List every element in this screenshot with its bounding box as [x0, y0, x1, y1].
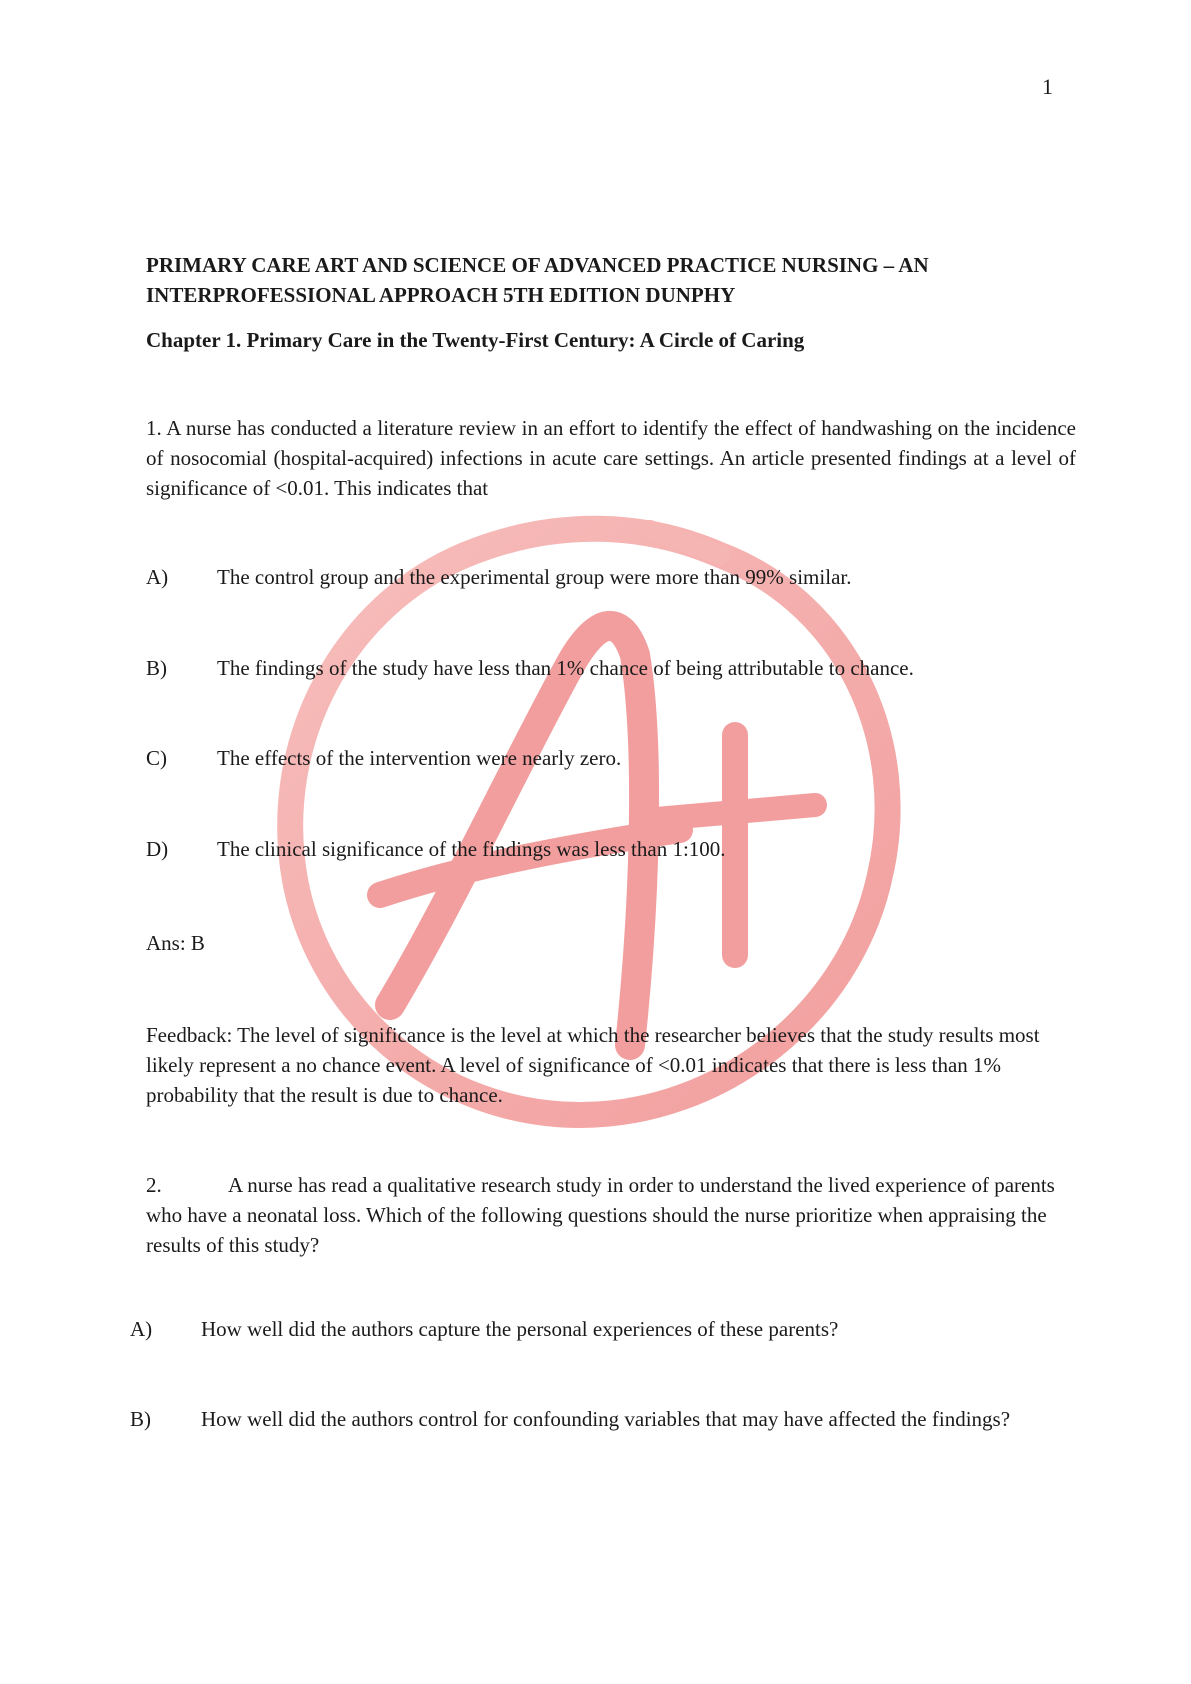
option-text: The control group and the experimental group were more than 99% similar.	[217, 565, 852, 589]
question-1-answer: Ans: B	[146, 931, 205, 955]
option-letter: D)	[146, 837, 169, 861]
option-text: The effects of the intervention were nearly zero.	[217, 746, 622, 770]
question-2-option-a	[130, 1314, 1110, 1344]
question-1-option-a	[146, 562, 1076, 592]
question-2-number: 2.	[146, 1173, 162, 1197]
document-title: PRIMARY CARE ART AND SCIENCE OF ADVANCED PRACTICE NURSING – AN INTERPROFESSIONAL APPROACH 5TH EDITION DUNPHY	[146, 253, 929, 307]
chapter-heading: Chapter 1. Primary Care in the Twenty-First Century: A Circle of Caring	[146, 328, 805, 352]
question-2-stem	[146, 1170, 1076, 1260]
option-text: How well did the authors control for confounding variables that may have affected the findings?	[201, 1407, 1011, 1431]
option-letter: B)	[146, 656, 167, 680]
question-1-stem: 1. A nurse has conducted a literature review in an effort to identify the effect of handwashing on the incidence of nosocomial (hospital-acquired) infections in acute care settings. An article presented findings at a level of significance of <0.01. This indicates that	[146, 416, 1076, 500]
option-letter: A)	[130, 1317, 153, 1341]
page-number: 1	[1042, 74, 1053, 99]
question-1-option-d	[146, 834, 1076, 864]
option-text: The findings of the study have less than 1% chance of being attributable to chance.	[217, 656, 914, 680]
question-1-option-c	[146, 743, 1076, 773]
question-1-feedback: Feedback: The level of significance is the level at which the researcher believes that the study results most likely represent a no chance event. A level of significance of <0.01 indicates that there is less than 1% probability that the result is due to chance.	[146, 1023, 1040, 1107]
option-letter: C)	[146, 746, 167, 770]
option-text: How well did the authors capture the personal experiences of these parents?	[201, 1317, 839, 1341]
question-2-text: A nurse has read a qualitative research study in order to understand the lived experience of parents who have a neonatal loss. Which of the following questions should the nurse prioritize when appraising the results of this study?	[146, 1173, 1055, 1257]
option-letter: A)	[146, 565, 169, 589]
option-letter: B)	[130, 1407, 151, 1431]
question-1-option-b	[146, 653, 1076, 683]
question-2-option-b	[130, 1404, 1110, 1464]
option-text: The clinical significance of the findings was less than 1:100.	[217, 837, 726, 861]
